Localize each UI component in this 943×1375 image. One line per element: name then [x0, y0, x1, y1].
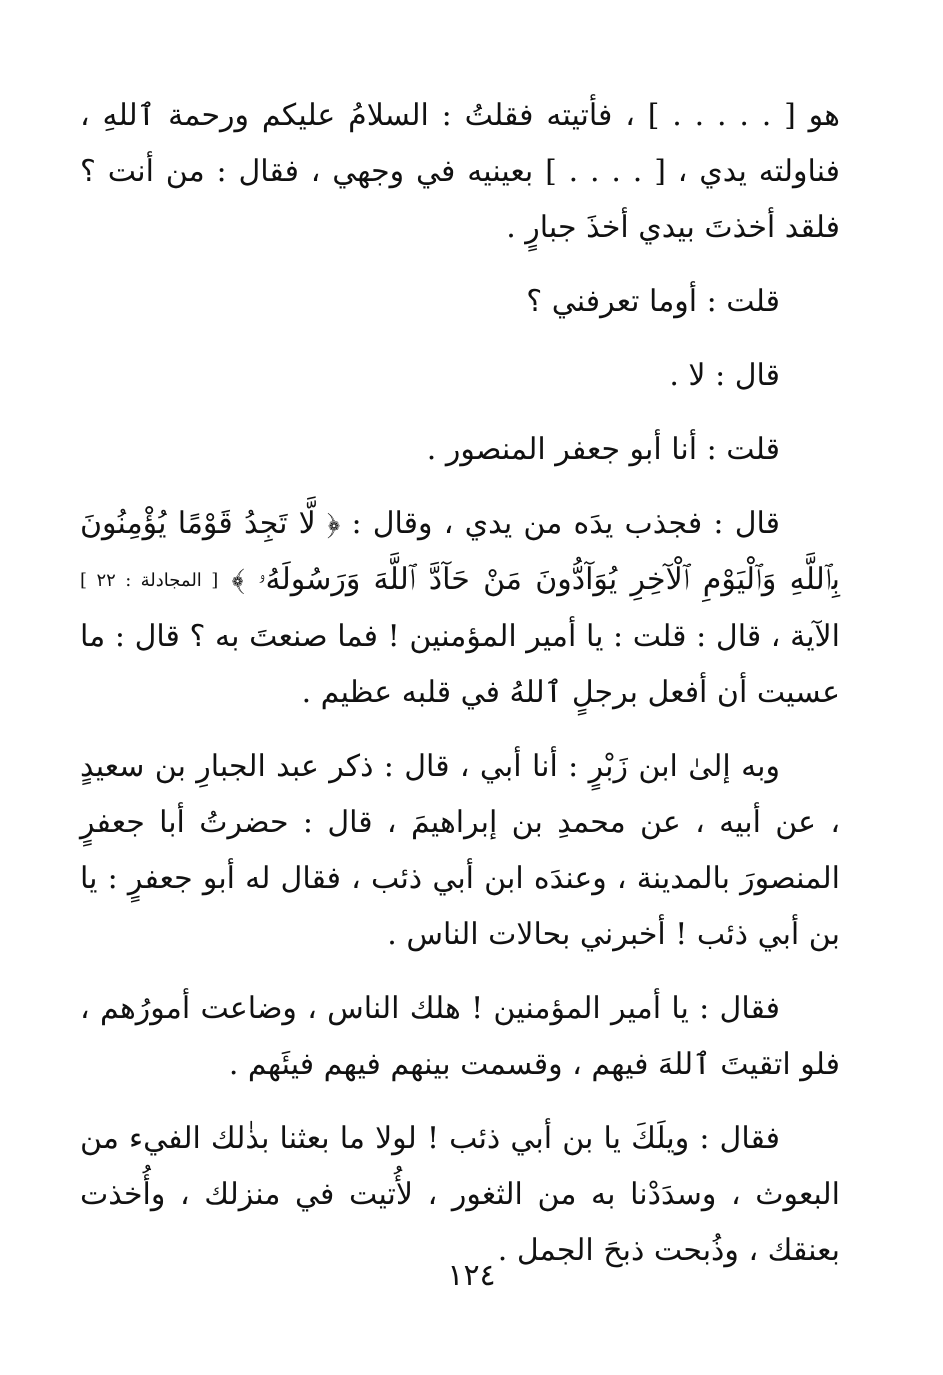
paragraph-6: وبه إلىٰ ابن زَبْرٍ : أنا أبي ، قال : ذكر عبد الجبارِ بن سعيدٍ ، عن أبيه ، عن محمدِ بن إبراهيمَ ، قال : حضرتُ أبا جعفرٍ المنصورَ بالمدينة ، وعندَه ابن أبي ذئب ، فقال له أبو جعفرٍ : يا بن أبي ذئب ! أخبرني بحالات الناس .	[80, 749, 840, 952]
paragraph-2: قلت : أوما تعرفني ؟	[526, 284, 780, 319]
page-body	[80, 88, 840, 1297]
paragraph-5-continuation: الآية ، قال : قلت : يا أمير المؤمنين ! فما صنعتَ به ؟ قال : ما عسيت أن أفعل برجلٍ ٱللهُ في قلبه عظيم .	[80, 619, 840, 710]
paragraph-8: فقال : ويلَكَ يا بن أبي ذئب ! لولا ما بعثنا بذٰلك الفيء من البعوث ، وسدَدْنا به من الثغور ، لأُتيت في منزلك ، وأُخذت بعنقك ، وذُبحت ذبحَ الجمل .	[80, 1121, 840, 1268]
page-number: ١٢٤	[447, 1258, 496, 1293]
paragraph-4: قلت : أنا أبو جعفر المنصور .	[426, 432, 780, 467]
quran-citation: [ المجادلة : ٢٢ ]	[80, 570, 219, 591]
paragraph-3: قال : لا .	[669, 358, 780, 393]
paragraph-5-intro: قال : فجذب يدَه من يدي ، وقال :	[340, 506, 780, 541]
paragraph-7: فقال : يا أمير المؤمنين ! هلك الناس ، وضاعت أمورُهم ، فلو اتقيتَ ٱللهَ فيهم ، وقسمت بينهم فيهم فيئَهم .	[80, 991, 840, 1082]
quran-verse: ﴿ لَّا تَجِدُ قَوْمًا يُؤْمِنُونَ بِٱللَّهِ وَٱلْيَوْمِ ٱلْآخِرِ يُوَآدُّونَ مَنْ حَآدَّ ٱللَّهَ وَرَسُولَهُۥ ﴾	[80, 506, 841, 597]
paragraph-1: هو [ . . . . . ] ، فأتيته فقلتُ : السلامُ عليكم ورحمة ٱللهِ ، فناولته يدي ، [ . . . . ] بعينيه في وجهي ، فقال : من أنت ؟ فلقد أخذتَ بيدي أخذَ جبارٍ .	[80, 98, 840, 245]
paragraph-5	[80, 496, 840, 721]
